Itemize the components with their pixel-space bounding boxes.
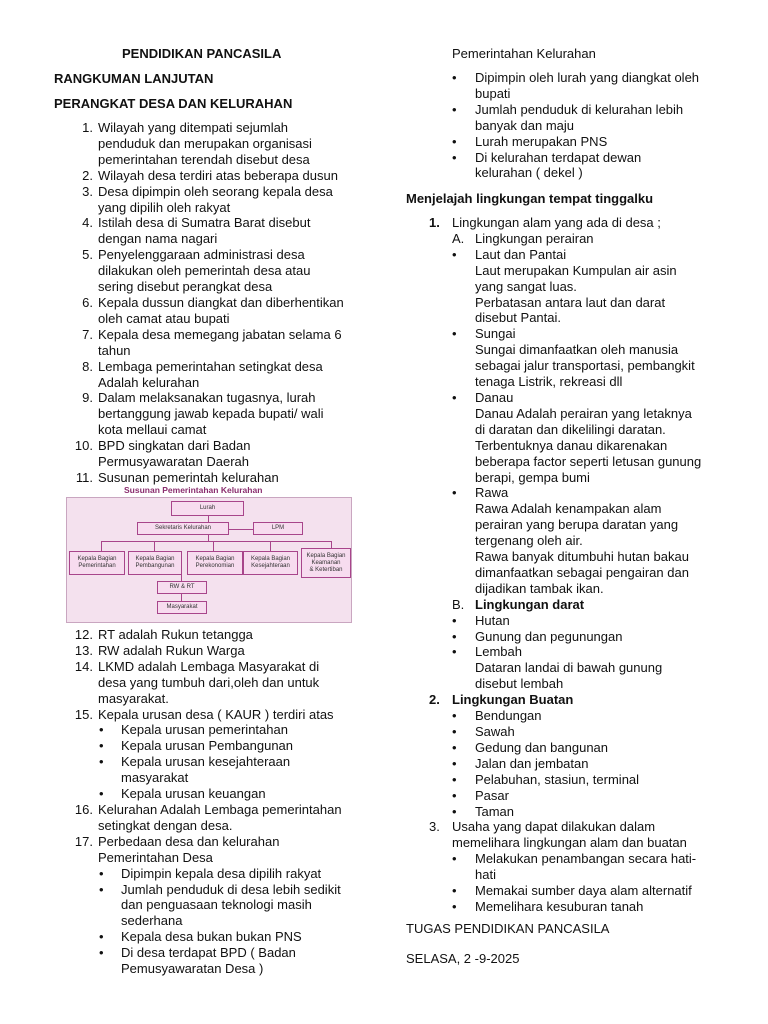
bullet-item: • Kepala urusan pemerintahan — [0, 722, 384, 738]
item-number: 2. — [82, 167, 93, 183]
numbered-list-12-17 — [0, 627, 384, 977]
kelurahan-title: Pemerintahan Kelurahan — [452, 46, 596, 61]
list-item — [0, 470, 384, 486]
item-text: Kelurahan Adalah Lembaga pemerintahan setingkat dengan desa. — [98, 801, 342, 833]
list-item — [0, 359, 384, 391]
list-item — [0, 120, 384, 168]
org-box-kesejahteraan — [243, 551, 298, 575]
item-letter: B. — [452, 596, 465, 612]
item-text: Penyelenggaraan administrasi desa dilakukan oleh pemerintah desa atau sering disebut perangkat desa — [98, 247, 311, 295]
org-box-text: Kepala Bagian Pembangunan — [135, 556, 175, 569]
item-text: Kepala urusan desa ( KAUR ) terdiri atas — [98, 706, 334, 722]
list-item — [0, 327, 384, 359]
buatan-item: • Gedung dan bangunan — [384, 740, 768, 756]
item-text: Dalam melaksanakan tugasnya, lurah bertanggung jawab kepada bupati/ wali kota mellaui camat — [98, 390, 324, 438]
org-box-sekretaris: Sekretaris Kelurahan — [137, 522, 229, 535]
bullet-item: • Dipimpin kepala desa dipilih rakyat — [0, 866, 384, 882]
item-number: 4. — [82, 215, 93, 231]
item-number: 7. — [82, 326, 93, 342]
item-text: Lingkungan Buatan — [452, 692, 574, 708]
item-number: 3. — [82, 183, 93, 199]
lingkungan-body — [384, 215, 768, 915]
item-text: Usaha yang dapat dilakukan dalam memelihara lingkungan alam dan buatan — [452, 819, 687, 851]
subsection-b — [384, 597, 768, 613]
item-letter: A. — [452, 230, 465, 246]
perairan-item: • Sungai — [384, 326, 768, 342]
bullet-item: • Dipimpin oleh lurah yang diangkat oleh bupati — [384, 70, 768, 102]
list-item — [0, 295, 384, 327]
buatan-item: • Sawah — [384, 724, 768, 740]
section-3 — [384, 819, 768, 851]
item-text: Wilayah yang ditempati sejumlah penduduk dan merupakan organisasi pemerintahan terendah disebut desa — [98, 120, 312, 167]
org-box-keamanan — [301, 548, 351, 578]
item-text: Wilayah desa terdiri atas beberapa dusun — [98, 167, 338, 183]
org-box-masyarakat: Masyarakat — [157, 601, 207, 614]
darat-item: • Lembah — [384, 644, 768, 660]
item-number: 3. — [429, 819, 440, 835]
item-text: Lembaga pemerintahan setingkat desa Adalah kelurahan — [98, 358, 323, 390]
item-number: 16. — [74, 801, 93, 817]
perairan-desc: Danau Adalah perairan yang letaknya di daratan dan dikelilingi daratan. Terbentuknya danau dikarenakan beberapa factor seperti letusan gunung berapi, gempa bumi — [475, 405, 702, 485]
item-number: 13. — [74, 642, 93, 658]
org-box-text: Kepala Bagian Keamanan & Ketertiban — [306, 552, 346, 573]
item-number: 11. — [75, 469, 93, 485]
perairan-desc: Rawa Adalah kenampakan alam perairan yang berupa daratan yang tergenang oleh air. Rawa banyak ditumbuhi hutan bakau dimanfaatkan sebagai pengairan dan dijadikan tambak ikan. — [475, 501, 689, 596]
item-text: Desa dipimpin oleh seorang kepala desa yang dipilih oleh rakyat — [98, 183, 333, 215]
item-number: 5. — [82, 247, 93, 263]
item-number: 1. — [429, 215, 440, 230]
list-item — [0, 802, 384, 834]
perairan-desc: Laut merupakan Kumpulan air asin yang sangat luas. Perbatasan antara laut dan darat disebut Pantai. — [475, 262, 677, 326]
org-box-lurah: Lurah — [171, 501, 244, 516]
darat-item: • Gunung dan pegunungan — [384, 629, 768, 645]
item-text: BPD singkatan dari Badan Permusyawaratan Daerah — [98, 438, 251, 470]
item-number: 1. — [82, 120, 93, 135]
list-item — [0, 659, 384, 707]
item-number: 6. — [82, 294, 93, 310]
buatan-item: • Taman — [384, 804, 768, 820]
lingkungan-heading: Menjelajah lingkungan tempat tinggalku — [406, 191, 654, 206]
perairan-item: • Rawa — [384, 485, 768, 501]
summary-subtitle: RANGKUMAN LANJUTAN — [54, 71, 214, 86]
bullet-item: • Memakai sumber daya alam alternatif — [384, 883, 768, 899]
list-item — [0, 168, 384, 184]
item-text: LKMD adalah Lembaga Masyarakat di desa yang tumbuh dari,oleh dan untuk masyarakat. — [98, 658, 320, 706]
bullet-item: • Di desa terdapat BPD ( Badan Pemusyawaratan Desa ) — [0, 945, 384, 977]
section-heading: PERANGKAT DESA DAN KELURAHAN — [54, 96, 293, 111]
item-text: Kepala desa memegang jabatan selama 6 tahun — [98, 326, 342, 358]
bullet-item: • Kepala urusan keuangan — [0, 786, 384, 802]
darat-item: • Hutan — [384, 613, 768, 629]
document-title: PENDIDIKAN PANCASILA — [122, 46, 282, 61]
list-item — [0, 438, 384, 470]
item-text: Lingkungan darat — [475, 596, 585, 612]
bullet-item: • Di kelurahan terdapat dewan kelurahan ( dekel ) — [384, 150, 768, 182]
kelurahan-bullets — [384, 70, 768, 181]
perairan-item: • Danau — [384, 390, 768, 406]
bullet-item: • Kepala desa bukan bukan PNS — [0, 929, 384, 945]
item-number: 2. — [429, 692, 440, 708]
item-text: Perbedaan desa dan kelurahan Pemerintahan Desa — [98, 833, 280, 865]
item-text: Lingkungan alam yang ada di desa ; — [452, 215, 661, 230]
footer-date: SELASA, 2 -9-2025 — [406, 951, 520, 966]
item-number: 10. — [74, 438, 93, 454]
section-2 — [384, 692, 768, 708]
list-item — [0, 627, 384, 643]
list-item — [0, 184, 384, 216]
org-box-pemerintahan — [69, 551, 125, 575]
org-box-lpm: LPM — [253, 522, 303, 535]
item-text: Susunan pemerintah kelurahan — [98, 469, 279, 485]
item-text: Kepala dussun diangkat dan diberhentikan oleh camat atau bupati — [98, 294, 344, 326]
item-text: Istilah desa di Sumatra Barat disebut dengan nama nagari — [98, 215, 311, 247]
org-chart-title: Susunan Pemerintahan Kelurahan — [124, 485, 263, 495]
item-number: 9. — [82, 390, 93, 406]
item-number: 14. — [74, 658, 93, 674]
list-item — [0, 834, 384, 866]
item-number: 8. — [82, 358, 93, 374]
list-item — [0, 247, 384, 295]
buatan-item: • Pasar — [384, 788, 768, 804]
org-box-text: Kepala Bagian Perekonomian — [195, 556, 235, 569]
perairan-desc: Sungai dimanfaatkan oleh manusia sebagai jalur transportasi, pembangkit tenaga Listrik, rekreasi dll — [475, 342, 695, 390]
darat-desc: Dataran landai di bawah gunung disebut lembah — [475, 660, 663, 692]
list-item — [0, 390, 384, 438]
org-box-pembangunan — [128, 551, 182, 575]
item-number: 15. — [74, 706, 93, 722]
list-item — [0, 215, 384, 247]
org-chart — [66, 497, 352, 623]
bullet-item: • Kepala urusan Pembangunan — [0, 738, 384, 754]
org-box-perekonomian — [187, 551, 243, 575]
org-box-rwrt: RW & RT — [157, 581, 207, 594]
footer-tugas: TUGAS PENDIDIKAN PANCASILA — [406, 921, 610, 936]
section-1 — [384, 215, 768, 231]
buatan-item: • Jalan dan jembatan — [384, 756, 768, 772]
buatan-item: • Bendungan — [384, 708, 768, 724]
buatan-item: • Pelabuhan, stasiun, terminal — [384, 772, 768, 788]
bullet-item: • Jumlah penduduk di kelurahan lebih banyak dan maju — [384, 102, 768, 134]
bullet-item: • Memelihara kesuburan tanah — [384, 899, 768, 915]
bullet-item: • Jumlah penduduk di desa lebih sedikit dan penguasaan teknologi masih sederhana — [0, 882, 384, 930]
numbered-list-1-11 — [0, 120, 384, 486]
item-text: RW adalah Rukun Warga — [98, 642, 245, 658]
bullet-item: • Melakukan penambangan secara hati- hati — [384, 851, 768, 883]
perairan-item: • Laut dan Pantai — [384, 247, 768, 263]
item-number: 17. — [74, 833, 93, 849]
bullet-item: • Lurah merupakan PNS — [384, 134, 768, 150]
list-item — [0, 707, 384, 723]
item-text: RT adalah Rukun tetangga — [98, 627, 253, 642]
subsection-a — [384, 231, 768, 247]
org-box-text: Kepala Bagian Kesejahteraan — [250, 556, 291, 569]
list-item — [0, 643, 384, 659]
item-text: Lingkungan perairan — [475, 230, 594, 246]
bullet-item: • Kepala urusan kesejahteraan masyarakat — [0, 754, 384, 786]
item-number: 12. — [74, 627, 93, 642]
org-box-text: Kepala Bagian Pemerintahan — [77, 556, 117, 569]
